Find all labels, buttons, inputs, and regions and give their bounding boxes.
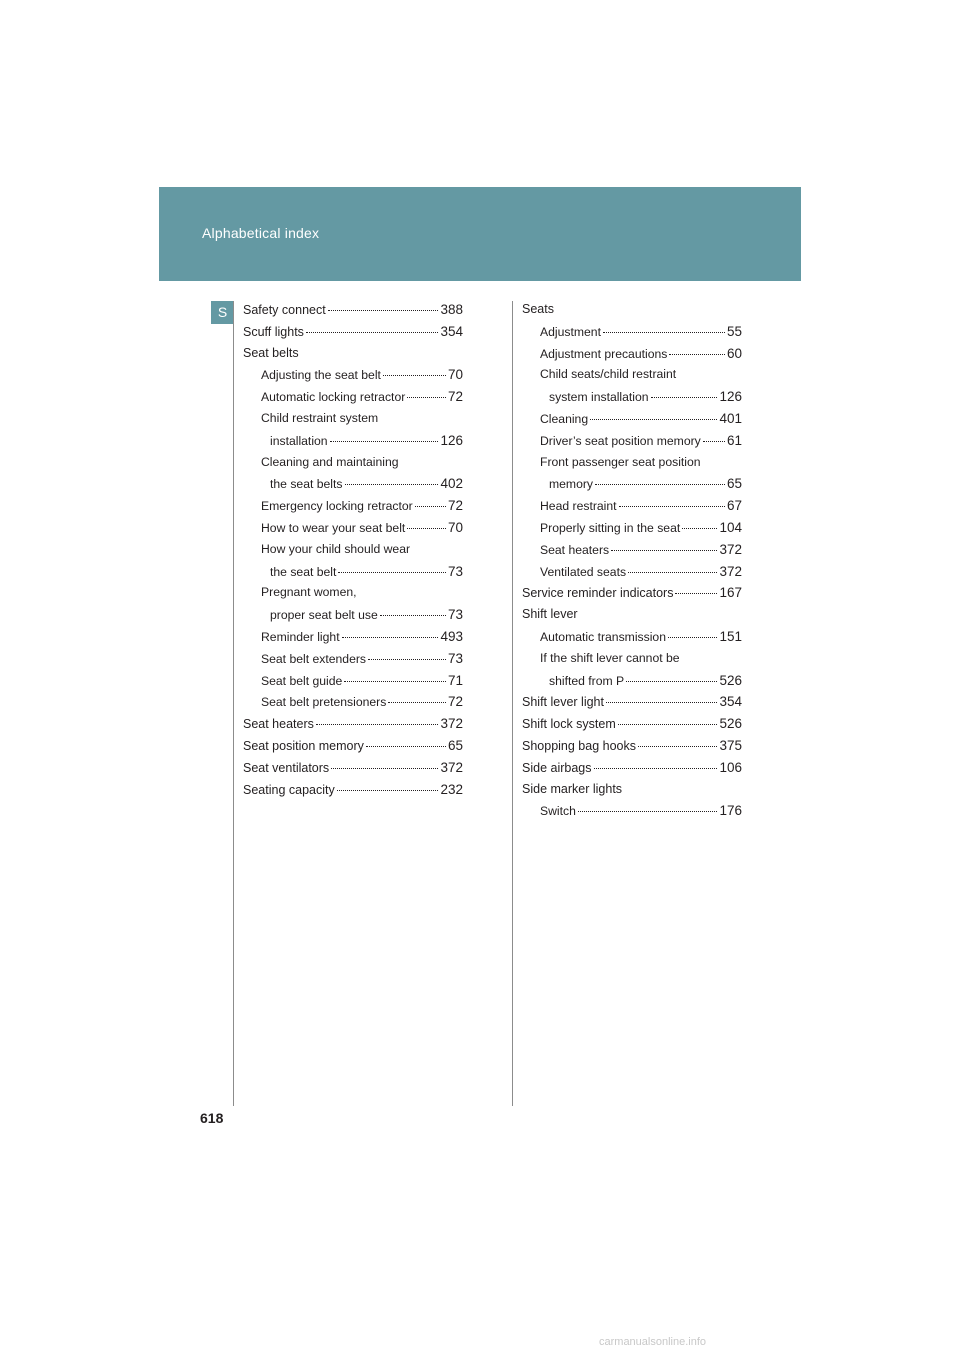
entry-page: 73: [447, 650, 463, 666]
dot-leader: [330, 441, 439, 442]
entry-text: Shopping bag hooks: [522, 738, 636, 753]
entry-page: 372: [719, 541, 742, 557]
dot-leader: [345, 484, 439, 485]
page-number: 618: [200, 1110, 224, 1126]
section-header: [159, 187, 801, 281]
entry-page: 65: [447, 737, 463, 753]
entry-text: memory: [549, 477, 594, 492]
dot-leader: [675, 593, 717, 594]
entry-text: Seats: [522, 302, 554, 316]
dot-leader: [337, 790, 439, 791]
dot-leader: [338, 572, 446, 573]
entry-page: 126: [440, 432, 463, 448]
entry-page: 61: [726, 432, 742, 448]
dot-leader: [618, 724, 718, 725]
index-entry: [522, 607, 742, 629]
entry-text: Seat heaters: [243, 717, 314, 732]
entry-text: Adjustment: [540, 324, 601, 339]
entry-page: 232: [440, 781, 463, 797]
index-letter-tab: S: [211, 301, 234, 324]
entry-page: 72: [447, 498, 463, 514]
index-entry: [522, 803, 742, 825]
entry-text: shifted from P: [549, 673, 625, 688]
entry-text: Side airbags: [522, 760, 592, 775]
entry-text: proper seat belt use: [270, 608, 378, 623]
dot-leader: [388, 702, 446, 703]
entry-text: If the shift lever cannot be: [540, 650, 680, 665]
entry-page: 73: [447, 607, 463, 623]
entry-page: 70: [447, 519, 463, 535]
index-entry: [243, 629, 463, 651]
entry-page: 388: [440, 302, 463, 317]
dot-leader: [682, 528, 717, 529]
index-entry: [522, 782, 742, 804]
entry-page: 354: [440, 323, 463, 339]
entry-text: Front passenger seat position: [540, 454, 701, 469]
dot-leader: [368, 659, 446, 660]
entry-page: 372: [719, 563, 742, 579]
dot-leader: [594, 768, 718, 769]
entry-text: Head restraint: [540, 499, 617, 514]
index-entry: [522, 346, 742, 368]
entry-text: Cleaning and maintaining: [261, 454, 399, 469]
index-entry: [243, 716, 463, 738]
index-entry: [243, 324, 463, 346]
index-entry: [243, 411, 463, 433]
index-entry: [522, 520, 742, 542]
index-entry: [243, 433, 463, 455]
index-entry: [522, 716, 742, 738]
index-entry: [243, 760, 463, 782]
index-entry: [522, 367, 742, 389]
index-entry: [522, 629, 742, 651]
index-entry: [243, 346, 463, 368]
index-entry: [522, 324, 742, 346]
entry-text: Properly sitting in the seat: [540, 520, 681, 535]
entry-text: Pregnant women,: [261, 585, 357, 600]
entry-text: How to wear your seat belt: [261, 520, 406, 535]
entry-text: the seat belt: [270, 564, 337, 579]
entry-page: 55: [726, 323, 742, 339]
index-entry: [522, 542, 742, 564]
left-column-divider: [233, 301, 234, 1106]
center-column-divider: [512, 301, 513, 1106]
entry-text: Emergency locking retractor: [261, 499, 413, 514]
index-entry: [243, 607, 463, 629]
index-entry: [243, 782, 463, 804]
index-entry: [522, 564, 742, 586]
entry-page: 71: [447, 672, 463, 688]
entry-text: Child restraint system: [261, 410, 379, 425]
index-entry: [243, 520, 463, 542]
index-entry: [522, 498, 742, 520]
entry-text: Service reminder indicators: [522, 586, 674, 601]
dot-leader: [668, 637, 717, 638]
index-entry: [243, 367, 463, 389]
dot-leader: [407, 397, 446, 398]
entry-text: Shift lever: [522, 607, 578, 622]
dot-leader: [669, 354, 725, 355]
footer-watermark: carmanualsonline.info: [599, 1336, 707, 1348]
index-entry: [522, 433, 742, 455]
entry-text: Adjusting the seat belt: [261, 368, 381, 383]
entry-page: 67: [726, 498, 742, 514]
entry-text: system installation: [549, 390, 649, 405]
index-entry: [243, 455, 463, 477]
index-entry: [522, 389, 742, 411]
entry-page: 493: [440, 628, 463, 644]
entry-page: 126: [719, 389, 742, 405]
index-entry: [522, 673, 742, 695]
dot-leader: [611, 550, 717, 551]
section-title: Alphabetical index: [202, 225, 320, 241]
dot-leader: [383, 375, 446, 376]
index-entry: [522, 302, 742, 324]
dot-leader: [328, 310, 439, 311]
entry-page: 60: [726, 345, 742, 361]
entry-page: 167: [719, 585, 742, 601]
entry-page: 151: [719, 628, 742, 644]
entry-text: Reminder light: [261, 629, 340, 644]
index-entry: [243, 542, 463, 564]
entry-text: Safety connect: [243, 303, 326, 317]
entry-text: Seat belt guide: [261, 673, 343, 688]
dot-leader: [415, 506, 446, 507]
dot-leader: [619, 506, 725, 507]
index-entry: [522, 411, 742, 433]
index-entry: [522, 738, 742, 760]
index-entry: [243, 738, 463, 760]
index-entry: [522, 455, 742, 477]
entry-text: the seat belts: [270, 477, 343, 492]
index-column-right: [522, 302, 742, 825]
entry-page: 526: [719, 672, 742, 688]
entry-text: Seat ventilators: [243, 760, 330, 775]
entry-text: How your child should wear: [261, 541, 411, 556]
dot-leader: [366, 746, 446, 747]
entry-text: Ventilated seats: [540, 564, 627, 579]
entry-text: Seat heaters: [540, 542, 610, 557]
dot-leader: [342, 637, 439, 638]
index-entry: [522, 694, 742, 716]
entry-text: Automatic locking retractor: [261, 390, 406, 405]
index-entry: [243, 389, 463, 411]
dot-leader: [316, 724, 439, 725]
entry-page: 104: [719, 519, 742, 535]
index-entry: [522, 585, 742, 607]
entry-text: Cleaning: [540, 411, 589, 426]
dot-leader: [380, 615, 446, 616]
entry-page: 72: [447, 694, 463, 710]
entry-text: Switch: [540, 804, 576, 819]
dot-leader: [651, 397, 718, 398]
entry-page: 401: [719, 410, 742, 426]
dot-leader: [590, 419, 717, 420]
index-entry: [243, 476, 463, 498]
entry-text: Seating capacity: [243, 782, 335, 797]
entry-page: 402: [440, 476, 463, 492]
dot-leader: [626, 681, 717, 682]
dot-leader: [331, 768, 438, 769]
entry-page: 73: [447, 563, 463, 579]
dot-leader: [628, 572, 717, 573]
dot-leader: [638, 746, 717, 747]
entry-page: 176: [719, 803, 742, 819]
entry-text: Seat belts: [243, 345, 299, 360]
entry-page: 372: [440, 759, 463, 775]
entry-page: 354: [719, 694, 742, 710]
index-entry: [243, 498, 463, 520]
dot-leader: [703, 441, 725, 442]
entry-text: Shift lever light: [522, 695, 604, 710]
dot-leader: [606, 702, 717, 703]
entry-text: Scuff lights: [243, 324, 304, 339]
entry-text: Side marker lights: [522, 781, 623, 796]
entry-text: Child seats/child restraint: [540, 367, 677, 382]
dot-leader: [344, 681, 446, 682]
entry-page: 72: [447, 389, 463, 405]
dot-leader: [603, 332, 725, 333]
dot-leader: [595, 484, 725, 485]
entry-page: 70: [447, 367, 463, 383]
index-entry: [243, 302, 463, 324]
index-entry: [522, 476, 742, 498]
index-entry: [522, 760, 742, 782]
entry-page: 372: [440, 716, 463, 732]
entry-text: Shift lock system: [522, 717, 616, 732]
entry-text: Seat position memory: [243, 738, 364, 753]
index-entry: [243, 585, 463, 607]
entry-text: Seat belt pretensioners: [261, 695, 387, 710]
dot-leader: [306, 332, 439, 333]
entry-page: 375: [719, 737, 742, 753]
index-entry: [243, 564, 463, 586]
index-entry: [243, 673, 463, 695]
entry-page: 106: [719, 759, 742, 775]
entry-page: 526: [719, 716, 742, 732]
index-column-left: [243, 302, 463, 803]
index-entry: [522, 651, 742, 673]
entry-text: installation: [270, 433, 328, 448]
entry-text: Seat belt extenders: [261, 651, 367, 666]
index-entry: [243, 651, 463, 673]
entry-text: Adjustment precautions: [540, 346, 668, 361]
entry-text: Automatic transmission: [540, 629, 666, 644]
dot-leader: [407, 528, 446, 529]
entry-text: Driver’s seat position memory: [540, 433, 701, 448]
entry-page: 65: [726, 476, 742, 492]
index-entry: [243, 694, 463, 716]
dot-leader: [578, 811, 718, 812]
